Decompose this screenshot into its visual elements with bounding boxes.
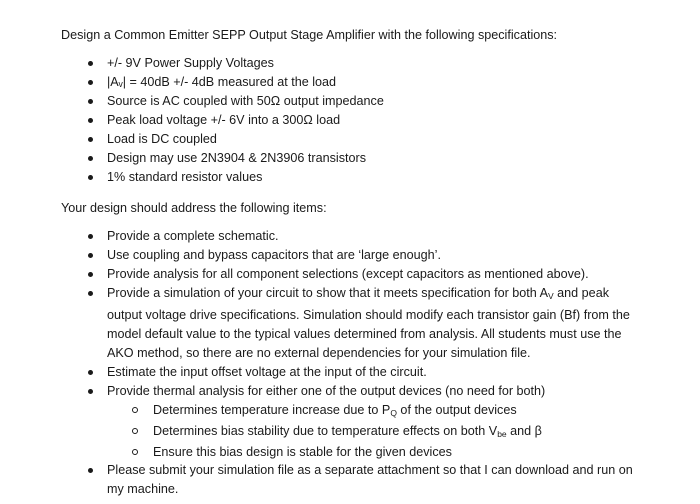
bullet-icon bbox=[88, 389, 93, 394]
item-text: Provide thermal analysis for either one of the output devices (no need for both) bbox=[107, 384, 546, 398]
bullet-icon bbox=[88, 137, 93, 142]
bullet-icon bbox=[88, 291, 93, 296]
list-item bbox=[0, 92, 647, 111]
item-text: of the output devices bbox=[396, 403, 517, 417]
hollow-bullet-icon bbox=[132, 407, 138, 413]
bullet-icon bbox=[88, 118, 93, 123]
list-item bbox=[0, 227, 647, 246]
item-text: Ensure this bias design is stable for the given devices bbox=[153, 445, 452, 459]
spec-text: Load is DC coupled bbox=[107, 132, 217, 146]
list-item bbox=[0, 73, 647, 92]
list-item bbox=[0, 246, 647, 265]
spec-list bbox=[0, 54, 647, 187]
hollow-bullet-icon bbox=[132, 449, 138, 455]
bullet-icon bbox=[88, 99, 93, 104]
bullet-icon bbox=[88, 80, 93, 85]
bullet-icon bbox=[88, 272, 93, 277]
item-text: Use coupling and bypass capacitors that are ‘large enough’. bbox=[107, 248, 441, 262]
list-item bbox=[0, 54, 647, 73]
subscript: be bbox=[497, 429, 507, 439]
spec-text: 1% standard resistor values bbox=[107, 170, 263, 184]
thermal-sublist bbox=[107, 401, 647, 461]
item-text: and β bbox=[506, 424, 542, 438]
bullet-icon bbox=[88, 61, 93, 66]
list-item bbox=[0, 461, 647, 499]
spec-text: Design may use 2N3904 & 2N3906 transistors bbox=[107, 151, 367, 165]
item-text: Provide a simulation of your circuit to show that it meets specification for both A bbox=[107, 286, 548, 300]
sub-list-item bbox=[107, 422, 647, 443]
spec-text: |Aᵥ| = 40dB +/- 4dB measured at the load bbox=[107, 75, 337, 89]
list-item bbox=[0, 168, 647, 187]
list-item bbox=[0, 130, 647, 149]
spec-text: Peak load voltage +/- 6V into a 300Ω load bbox=[107, 113, 341, 127]
bullet-icon bbox=[88, 156, 93, 161]
item-text: Determines bias stability due to temperature effects on both V bbox=[153, 424, 498, 438]
design-heading: Your design should address the following items: bbox=[61, 201, 327, 215]
spec-text: +/- 9V Power Supply Voltages bbox=[107, 56, 274, 70]
item-text: Please submit your simulation file as a separate attachment so that I can download and run on my machine. bbox=[107, 463, 633, 496]
list-item bbox=[0, 382, 647, 461]
bullet-icon bbox=[88, 370, 93, 375]
item-text: Provide a complete schematic. bbox=[107, 229, 279, 243]
sub-list-item bbox=[107, 443, 647, 461]
intro-paragraph: Design a Common Emitter SEPP Output Stage Amplifier with the following specifications: bbox=[61, 28, 558, 42]
bullet-icon bbox=[88, 468, 93, 473]
item-text: Determines temperature increase due to P bbox=[153, 403, 391, 417]
spec-text: Source is AC coupled with 50Ω output impedance bbox=[107, 94, 384, 108]
bullet-icon bbox=[88, 234, 93, 239]
bullet-icon bbox=[88, 253, 93, 258]
hollow-bullet-icon bbox=[132, 428, 138, 434]
subscript: Q bbox=[390, 408, 397, 418]
item-text: Estimate the input offset voltage at the input of the circuit. bbox=[107, 365, 427, 379]
bullet-icon bbox=[88, 175, 93, 180]
design-items-list bbox=[0, 227, 647, 499]
list-item bbox=[0, 149, 647, 168]
list-item bbox=[0, 265, 647, 284]
list-item bbox=[0, 363, 647, 382]
item-text: Provide analysis for all component selections (except capacitors as mentioned above). bbox=[107, 267, 589, 281]
item-text: and peak output voltage drive specifications. Simulation should modify each transistor gain (Bf) from the model default value to the typical values determined from analysis. All students must use the AKO method, so there are no external dependencies for your simulation file. bbox=[107, 286, 630, 360]
subscript: V bbox=[548, 291, 554, 301]
sub-list-item bbox=[107, 401, 647, 422]
list-item bbox=[0, 284, 647, 363]
list-item bbox=[0, 111, 647, 130]
